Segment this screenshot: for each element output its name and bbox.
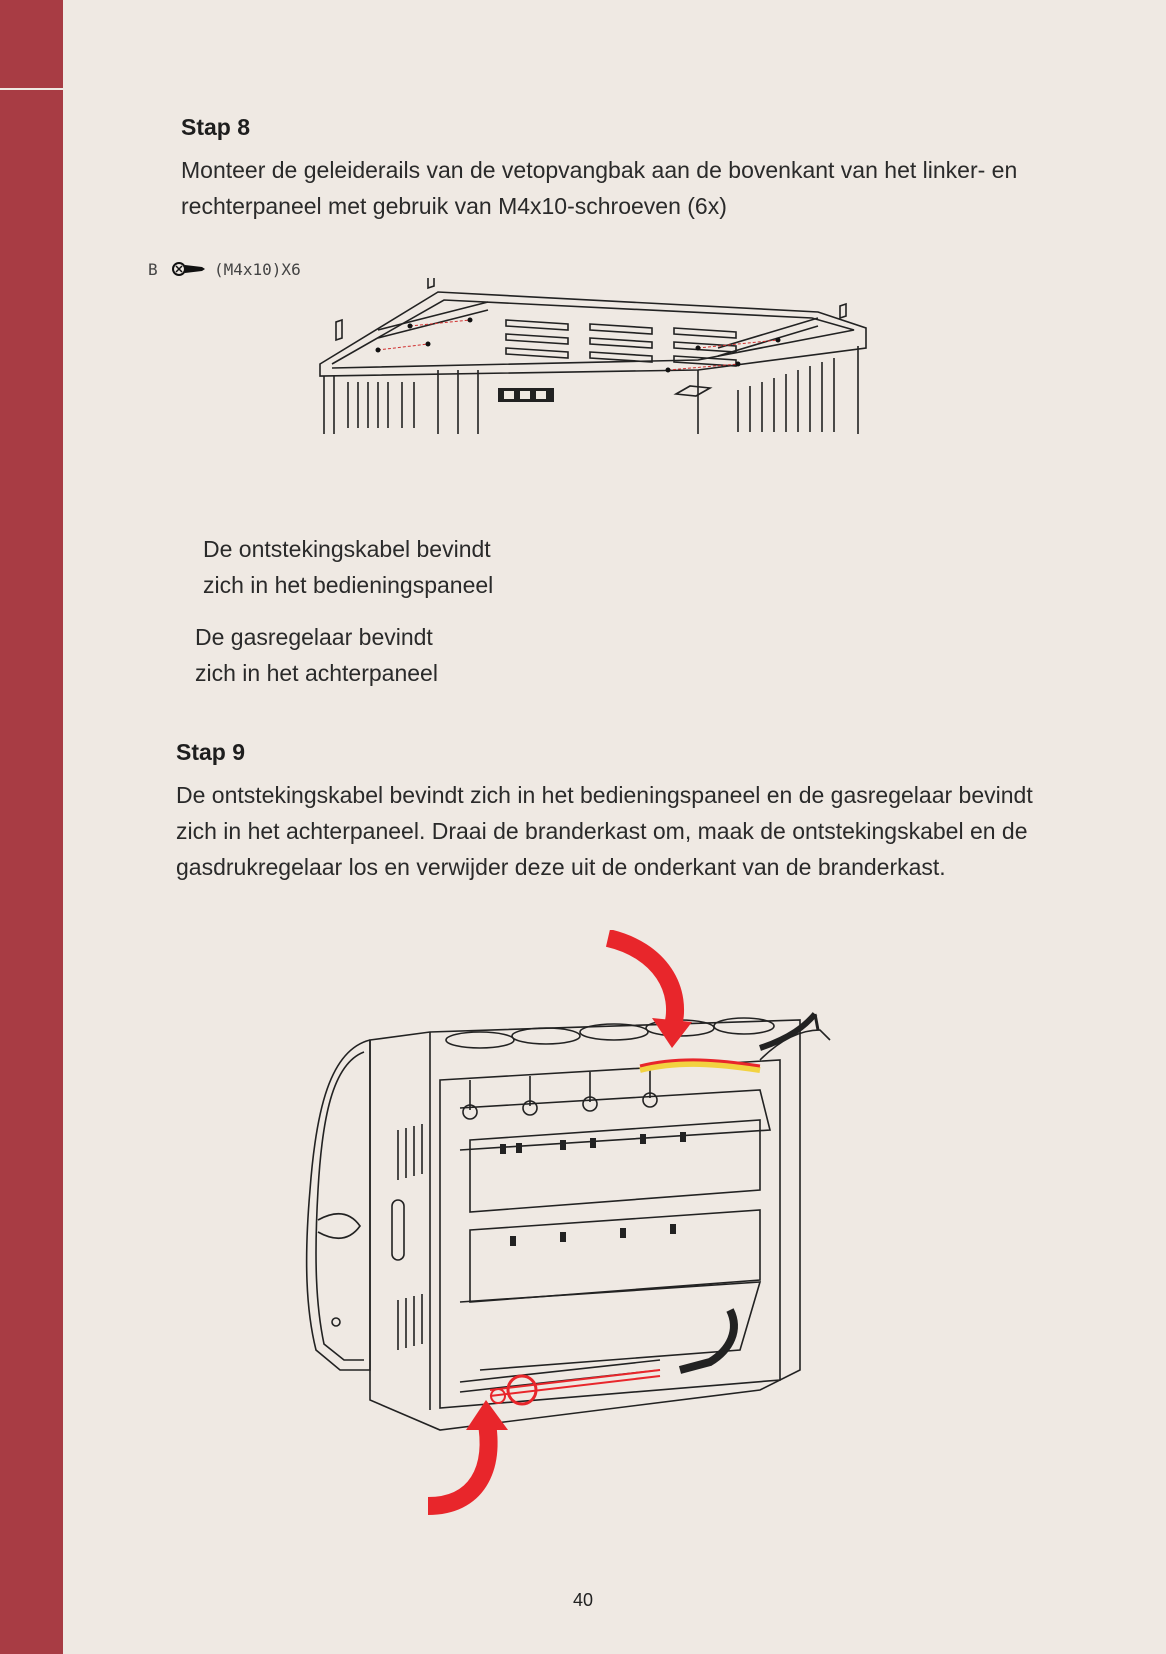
page-number: 40 [572,1590,594,1610]
hardware-label [148,258,308,282]
step8-text-line1: Monteer de geleiderails van de vetopvangbak aan de bovenkant van het linker- en [181,157,1018,183]
hardware-letter: B [148,260,158,279]
step8-heading: Stap 8 [181,114,251,140]
step9-text-line1: De ontstekingskabel bevindt zich in het bedieningspaneel en de gasregelaar bevindt [176,782,1033,808]
ignition-cable-label-line2: zich in het bedieningspaneel [203,572,494,598]
burner-box-diagram [260,930,860,1520]
hardware-quantity: (M4x10)X6 [214,260,301,279]
step9-text-line3: gasdrukregelaar los en verwijder deze uit de onderkant van de branderkast. [176,854,946,880]
sidebar-accent [0,0,63,1654]
sidebar-divider [0,88,63,90]
ignition-cable-label-line1: De ontstekingskabel bevindt [203,536,491,562]
gas-regulator-label-line2: zich in het achterpaneel [195,660,438,686]
grease-tray-frame-diagram [318,278,872,436]
step9-text-line2: zich in het achterpaneel. Draai de branderkast om, maak de ontstekingskabel en de [176,818,1028,844]
gas-regulator-label-line1: De gasregelaar bevindt [195,624,433,650]
step9-heading: Stap 9 [176,739,246,765]
screw-icon [172,258,208,280]
step8-text-line2: rechterpaneel met gebruik van M4x10-schroeven (6x) [181,193,727,219]
